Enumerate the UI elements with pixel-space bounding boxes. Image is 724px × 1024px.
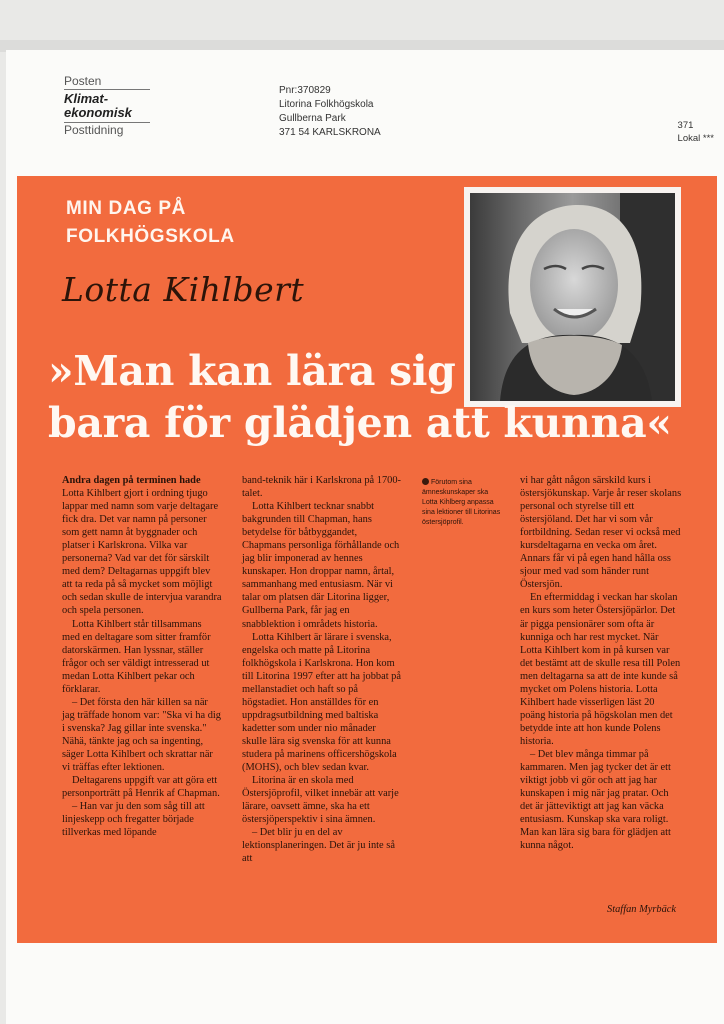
paragraph: Lotta Kihlbert tecknar snabbt bakgrunden till Chapman, hans betydelse för båtbyggandet, Chapmans personliga förhållande och jag blir imponerad av hennes kunskaper. Hon droppar namn, årtal, sammanhang med entusiasm. När vi talar om platsen där Litorina ligger, Gullberna Park, får jag en snabblektion i områdets historia. <box>242 501 400 630</box>
paragraph: – Han var ju den som såg till att linjeskepp och fregatter började tillverkas med löpande <box>62 801 205 839</box>
paragraph: – Det blev många timmar på kammaren. Men jag tycker det är ett viktigt jobb vi gör och att jag har kunskapen i mig när jag pratar. Och det är jätteviktigt att jag kan väcka entusiasm. Kunskap ska vara roligt. Man kan lära sig bara för glädjen att kunna något. <box>520 748 671 852</box>
text-column-2 <box>242 474 402 865</box>
text-column-3 <box>520 474 682 852</box>
address-line-1: Pnr:370829 <box>279 85 331 96</box>
paragraph: Lotta Kihlbert står tillsammans med en deltagare som sitter framför datorskärmen. Han lyssnar, ställer frågor och ser väldigt intresserad ut medan Lotta Kihlbert pekar och förklarar. <box>62 618 211 695</box>
caption-text: Förutom sina ämneskunskaper ska Lotta Kihlberg anpassa sina lektioner till Litorinas östersjöprofil. <box>422 479 501 526</box>
headline-line-2: bara för glädjen att kunna« <box>48 399 672 447</box>
lead-in: Andra dagen på terminen hade <box>62 475 201 486</box>
headline <box>48 345 688 449</box>
paragraph: Lotta Kihlbert är lärare i svenska, engelska och matte på Litorina folkhögskola i Karlskrona. Hon kom till Litorina 1997 efter att ha jobbat på mellanstadiet och haft so på högstadiet. Hon anställdes för en uppdragsutbildning med baltiska kadetter som under nio månader skulle lära sig svenska för att kunna studera på marinens officershögskola (MOHS), och blev sedan kvar. <box>242 631 401 774</box>
address-line-3: Gullberna Park <box>279 113 346 124</box>
caption-bullet-icon <box>422 478 429 485</box>
kicker-line-2: FOLKHÖGSKOLA <box>66 226 235 247</box>
paragraph-text: Lotta Kihlbert gjort i ordning tjugo lappar med namn som varje deltagare fick dra. Det var namn på personer som gett namn åt byggnader och platser i Karlskrona. Vilka var personerna? Vad var det för särskilt med dem? Deltagarnas uppgift blev att ta reda på så mycket som möjligt och sedan skulle de intervjua varandra och spela personen. <box>62 488 222 617</box>
address-label <box>279 84 381 140</box>
address-line-2: Litorina Folkhögskola <box>279 99 374 110</box>
face-shape <box>530 229 618 341</box>
route-code <box>678 119 714 145</box>
article-kicker <box>66 195 235 251</box>
paragraph: Deltagarens uppgift var att göra ett personporträtt på Henrik af Chapman. <box>62 775 220 800</box>
photo-caption <box>422 478 504 528</box>
paragraph: band-teknik här i Karlskrona på 1700-talet. <box>242 475 401 500</box>
route-label: Lokal *** <box>677 133 714 144</box>
paragraph: En eftermiddag i veckan har skolan en kurs som heter Östersjöpärlor. Det är pigga pensionärer som ofta är kunniga och har rest mycket. När Lotta Kihlbert kom in på kursen var det bestämt att de skulle resa till Polen men deltagarna sa att de inte kunde så mycket om Polens historia. Lotta Kihlbert hade visserligen läst 20 poäng historia på högskolan men det betydde inte att hon kunde Polens historia. <box>520 592 681 747</box>
paragraph: – Det blir ju en del av lektionsplaneringen. Det är ju inte så att <box>242 827 395 865</box>
paragraph: Litorina är en skola med Östersjöprofil, vilket innebär att varje lärare, oavsett ämne, ska ha ett östersjöperspektiv i sina ämnen. <box>242 775 399 826</box>
logo-line-1: Posten <box>64 74 150 90</box>
paragraph <box>62 474 222 618</box>
text-column-1 <box>62 474 222 839</box>
paragraph: vi har gått någon särskild kurs i östersjökunskap. Varje år reser skolans personal och styrelse till ett östersjöland. Det har vi som vår fortbildning. Sedan reser vi också med kursdeltagarna en vecka om året. Annars får vi på egen hand hålla oss sjour med vad som händer runt Östersjön. <box>520 475 682 591</box>
byline: Staffan Myrbäck <box>607 904 676 915</box>
logo-line-4: Posttidning <box>64 123 124 137</box>
paragraph: – Det första den här killen sa när jag träffade honom var: "Ska vi ha dig i svenska? Jag gillar inte svenska." Nähä, tänkte jag och sa ingenting, säger Lotta Kihlbert och skrattar när vi träffas efter lektionen. <box>62 696 221 774</box>
route-number: 371 <box>677 120 694 131</box>
logo-line-3: ekonomisk <box>64 106 150 123</box>
posten-logo <box>64 74 150 138</box>
author-handwritten-name: Lotta Kihlbert <box>62 270 305 309</box>
logo-line-2: Klimat- <box>64 91 109 106</box>
address-line-4: 371 54 KARLSKRONA <box>279 127 381 138</box>
kicker-line-1: MIN DAG PÅ <box>66 198 186 219</box>
headline-line-1: »Man kan lära sig <box>48 347 456 395</box>
